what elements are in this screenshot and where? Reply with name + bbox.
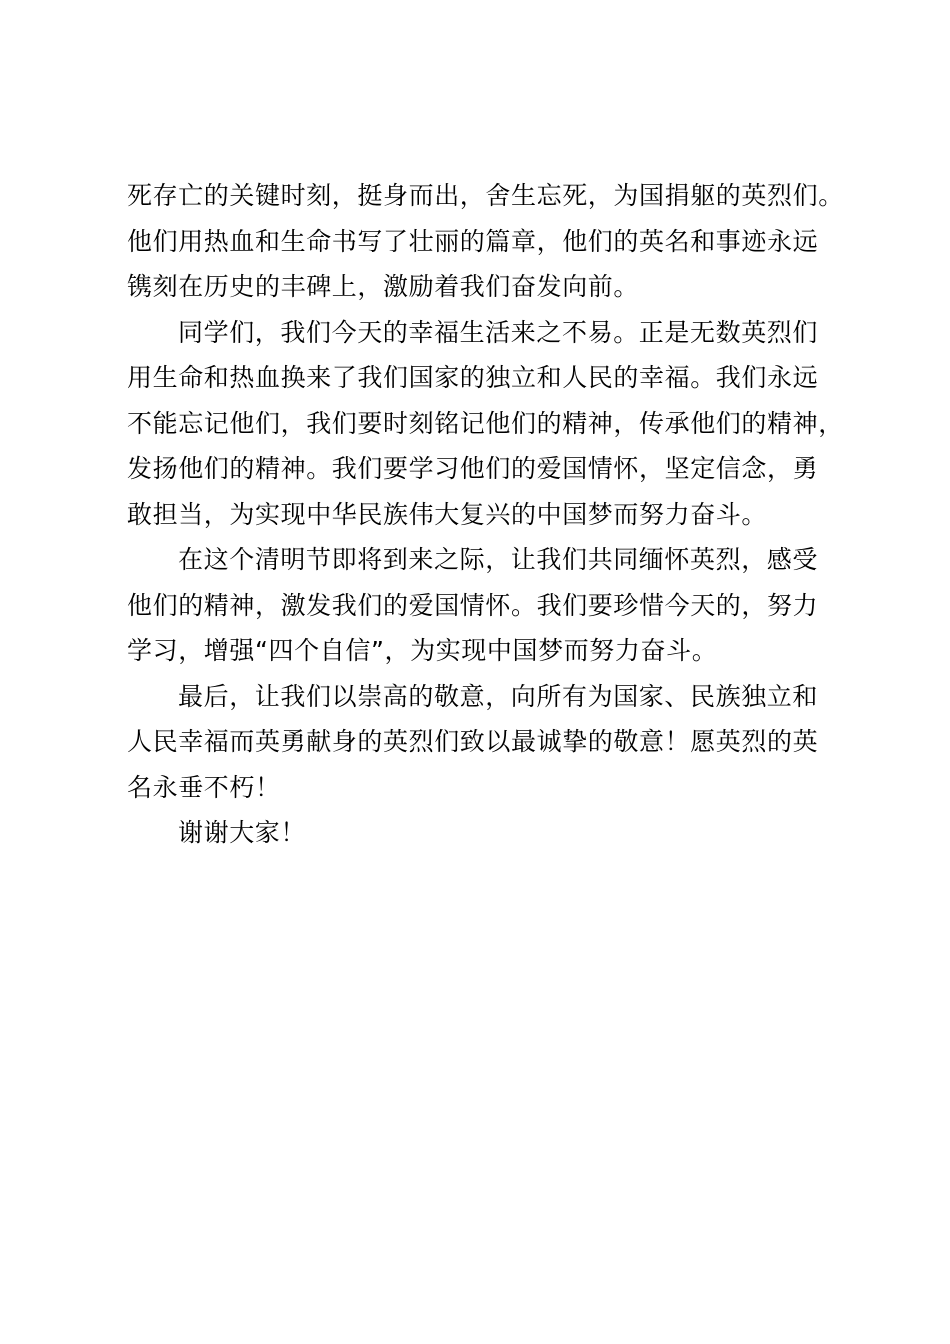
text-line: 名永垂不朽！ (127, 772, 281, 802)
text-line: 谢谢大家！ (178, 818, 307, 847)
paragraph-closing (127, 674, 857, 811)
paragraph-classmates (127, 310, 857, 538)
text-line: 不能忘记他们，我们要时刻铭记他们的精神，传承他们的精神， (127, 408, 844, 438)
text-line: 学习，增强“四个自信”，为实现中国梦而努力奋斗。 (127, 636, 718, 665)
text-line: 死存亡的关键时刻，挺身而出，舍生忘死，为国捐躯的英烈们。 (127, 181, 844, 210)
document-body (127, 173, 857, 856)
text-line: 最后，让我们以崇高的敬意，向所有为国家、民族独立和 (178, 681, 819, 711)
paragraph-qingming (127, 537, 857, 674)
text-line: 敢担当，为实现中华民族伟大复兴的中国梦而努力奋斗。 (127, 499, 768, 529)
text-line: 在这个清明节即将到来之际，让我们共同缅怀英烈，感受 (178, 545, 819, 574)
paragraph-continuation (127, 173, 857, 310)
text-line: 同学们，我们今天的幸福生活来之不易。正是无数英烈们 (178, 317, 819, 347)
text-line: 镌刻在历史的丰碑上，激励着我们奋发向前。 (127, 272, 640, 301)
text-line: 发扬他们的精神。我们要学习他们的爱国情怀，坚定信念，勇 (127, 454, 819, 483)
text-line: 他们的精神，激发我们的爱国情怀。我们要珍惜今天的，努力 (127, 590, 819, 620)
text-line: 用生命和热血换来了我们国家的独立和人民的幸福。我们永远 (127, 363, 819, 392)
text-line: 他们用热血和生命书写了壮丽的篇章，他们的英名和事迹永远 (127, 226, 819, 256)
text-line: 人民幸福而英勇献身的英烈们致以最诚挚的敬意！愿英烈的英 (127, 727, 819, 756)
paragraph-thanks (127, 810, 857, 856)
